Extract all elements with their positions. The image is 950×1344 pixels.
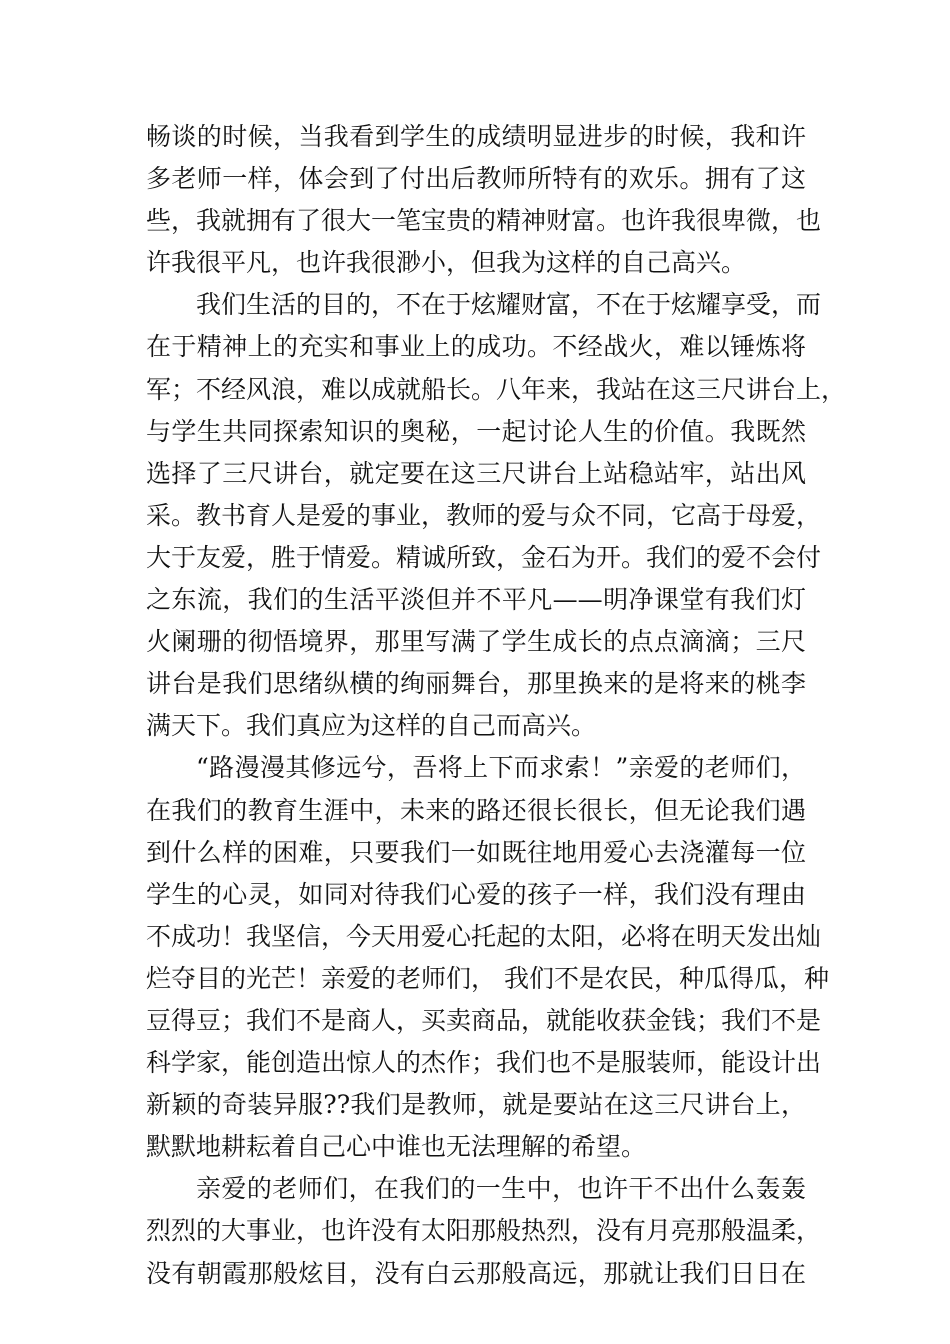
text-line: 火阑珊的彻悟境界，那里写满了学生成长的点点滴滴；三尺 [146,627,806,657]
text-line: 学生的心灵，如同对待我们心爱的孩子一样，我们没有理由 [146,879,806,909]
text-line: 不成功！我坚信，今天用爱心托起的太阳，必将在明天发出灿 [146,921,822,951]
text-line: 军；不经风浪，难以成就船长。八年来，我站在这三尺讲台上， [146,374,847,404]
text-line: 畅谈的时候，当我看到学生的成绩明显进步的时候，我和许 [146,122,806,151]
text-line: 采。教书育人是爱的事业，教师的爱与众不同，它高于母爱， [146,500,822,530]
text-line: 烈烈的大事业，也许没有太阳那般热烈，没有月亮那般温柔， [146,1216,822,1246]
text-line: 选择了三尺讲台，就定要在这三尺讲台上站稳站牢，站出风 [146,458,806,488]
text-line: 新颖的奇装异服??我们是教师，就是要站在这三尺讲台上， [146,1090,806,1120]
text-line: 许我很平凡，也许我很渺小，但我为这样的自己高兴。 [146,248,747,278]
text-line: 烂夺目的光芒！亲爱的老师们， 我们不是农民，种瓜得瓜，种 [146,963,829,993]
text-line: 亲爱的老师们，在我们的一生中，也许干不出什么轰轰 [196,1174,806,1204]
text-line: 在我们的教育生涯中，未来的路还很长很长，但无论我们遇 [146,795,806,825]
text-line: 讲台是我们思绪纵横的绚丽舞台，那里换来的是将来的桃李 [146,669,806,699]
text-line: 到什么样的困难，只要我们一如既往地用爱心去浇灌每一位 [146,837,806,867]
text-line: 之东流，我们的生活平淡但并不平凡——明净课堂有我们灯 [146,585,806,615]
text-line: “路漫漫其修远兮，吾将上下而求索！”亲爱的老师们， [196,753,806,783]
text-line: 豆得豆；我们不是商人，买卖商品，就能收获金钱；我们不是 [146,1005,822,1035]
text-line: 满天下。我们真应为这样的自己而高兴。 [146,711,597,741]
text-line: 没有朝霞那般炫目，没有白云那般高远，那就让我们日日在 [146,1258,806,1288]
text-line: 些，我就拥有了很大一笔宝贵的精神财富。也许我很卑微，也 [146,206,822,236]
text-line: 我们生活的目的，不在于炫耀财富，不在于炫耀享受，而 [196,290,822,320]
body-text [146,116,847,1295]
text-line: 与学生共同探索知识的奥秘，一起讨论人生的价值。我既然 [146,416,806,446]
text-line: 在于精神上的充实和事业上的成功。不经战火，难以锤炼将 [146,332,806,362]
text-line: 科学家，能创造出惊人的杰作；我们也不是服装师，能设计出 [146,1048,822,1078]
text-line: 默默地耕耘着自己心中谁也无法理解的希望。 [146,1132,647,1162]
text-line: 大于友爱，胜于情爱。精诚所致，金石为开。我们的爱不会付 [146,542,822,572]
text-line: 多老师一样，体会到了付出后教师所特有的欢乐。拥有了这 [146,164,806,194]
